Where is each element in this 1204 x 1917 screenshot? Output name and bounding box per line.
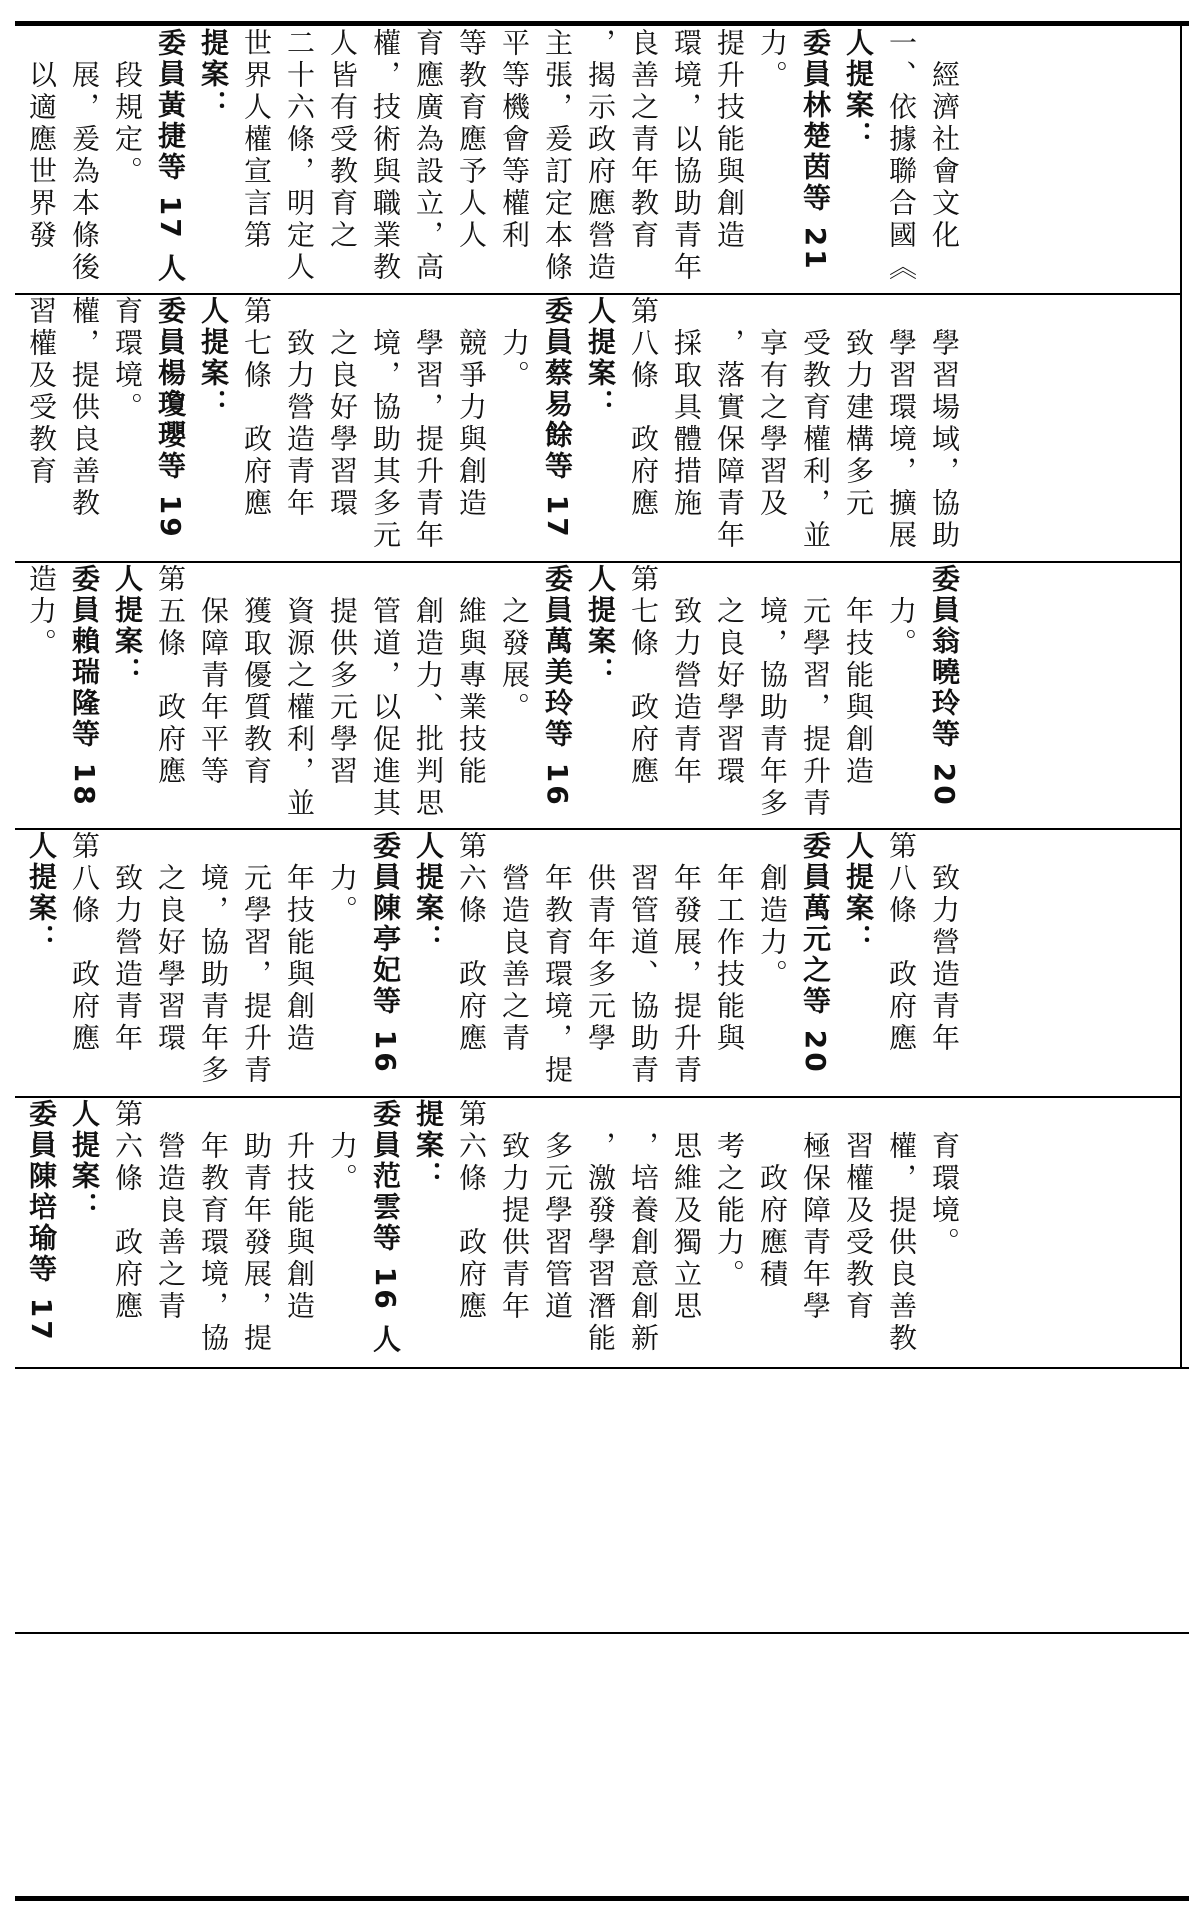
text-line: 管道，以促進其	[369, 564, 402, 820]
proposer-heading: 提案：	[412, 1099, 445, 1192]
proposer-heading: 委員黃捷等 17 人	[154, 28, 187, 285]
text-line: 採取具體措施	[670, 296, 703, 520]
text-line: 提升技能與創造	[713, 28, 746, 252]
text-line: 競爭力與創造	[455, 296, 488, 520]
text-line: 育環境。	[928, 1099, 961, 1259]
text-line: 等教育應予人人	[455, 28, 488, 252]
text-line: 境，協助其多元	[369, 296, 402, 552]
text-line: 思維及獨立思	[670, 1099, 703, 1323]
text-line: 第五條 政府應	[154, 564, 187, 788]
text-line: 經濟社會文化	[928, 28, 961, 252]
text-line: ，揭示政府應營造	[584, 28, 617, 284]
text-line: 第六條 政府應	[455, 831, 488, 1055]
text-line: 元學習，提升青	[240, 831, 273, 1087]
text-block-2	[20, 564, 1170, 826]
bottom-rule	[15, 1896, 1189, 1901]
text-line: 第八條 政府應	[885, 831, 918, 1055]
proposer-heading: 委員楊瓊瓔等 19	[154, 296, 187, 540]
text-line: 元學習，提升青	[799, 564, 832, 820]
text-line: 育應廣為設立，高	[412, 28, 445, 284]
text-line: 致力營造青年	[111, 831, 144, 1055]
row-divider-2	[15, 561, 1180, 563]
proposer-heading: 人提案：	[197, 296, 230, 420]
text-line: 權，技術與職業教	[369, 28, 402, 284]
text-line: 世界人權宣言第	[240, 28, 273, 252]
text-line: 之良好學習環	[713, 564, 746, 788]
text-line: 二十六條，明定人	[283, 28, 316, 284]
text-line: 資源之權利，並	[283, 564, 316, 820]
proposer-heading: 人提案：	[842, 831, 875, 955]
text-line: 力。	[756, 28, 789, 92]
text-line: 致力營造青年	[283, 296, 316, 520]
text-line: 致力營造青年	[670, 564, 703, 788]
text-line: 權，提供良善教	[885, 1099, 918, 1355]
text-line: 造力。	[25, 564, 58, 660]
text-line: 習權及受教育	[25, 296, 58, 488]
text-line: 第八條 政府應	[68, 831, 101, 1055]
text-line: 供青年多元學	[584, 831, 617, 1055]
text-line: 習管道、協助青	[627, 831, 660, 1087]
text-line: ，培養創意創新	[627, 1099, 660, 1355]
text-line: 環境，以協助青年	[670, 28, 703, 284]
text-line: 之發展。	[498, 564, 531, 724]
proposer-heading: 委員陳亭妃等 16	[369, 831, 402, 1075]
text-line: 力。	[326, 1099, 359, 1195]
text-line: 第六條 政府應	[455, 1099, 488, 1323]
proposer-heading: 人提案：	[111, 564, 144, 688]
text-line: 致力提供青年	[498, 1099, 531, 1323]
text-line: 極保障青年學	[799, 1099, 832, 1323]
text-line: 第六條 政府應	[111, 1099, 144, 1323]
text-line: 年發展，提升青	[670, 831, 703, 1087]
text-line: 一、依據聯合國《	[885, 28, 918, 284]
text-line: 享有之學習及	[756, 296, 789, 520]
text-line: 升技能與創造	[283, 1099, 316, 1323]
text-line: 創造力。	[756, 831, 789, 991]
text-line: 力。	[326, 831, 359, 927]
text-line: 致力營造青年	[928, 831, 961, 1055]
text-line: 營造良善之青	[154, 1099, 187, 1323]
text-line: 平等機會等權利	[498, 28, 531, 252]
text-line: 學習環境，擴展	[885, 296, 918, 552]
text-line: 力。	[885, 564, 918, 660]
text-line: 習權及受教育	[842, 1099, 875, 1323]
text-block-1	[20, 296, 1170, 559]
text-line: 段規定。	[111, 28, 144, 188]
proposer-heading: 人提案：	[25, 831, 58, 955]
proposer-heading: 委員賴瑞隆等 18	[68, 564, 101, 808]
text-line: 營造良善之青	[498, 831, 531, 1055]
proposer-heading: 委員范雲等 16 人	[369, 1099, 402, 1356]
top-rule	[15, 21, 1189, 26]
text-line: 多元學習管道	[541, 1099, 574, 1323]
proposer-heading: 人提案：	[68, 1099, 101, 1223]
text-line: 學習場域，協助	[928, 296, 961, 552]
col-divider-right	[1180, 26, 1182, 1367]
proposer-heading: 委員林楚茵等 21	[799, 28, 832, 272]
text-block-5	[20, 28, 1170, 291]
text-line: 良善之青年教育	[627, 28, 660, 252]
row-divider-1	[15, 293, 1180, 295]
text-line: 權，提供良善教	[68, 296, 101, 520]
text-line: 展，爰為本條後	[68, 28, 101, 284]
text-line: ，激發學習潛能	[584, 1099, 617, 1355]
text-line: 致力建構多元	[842, 296, 875, 520]
text-line: 年教育環境，提	[541, 831, 574, 1087]
text-line: 力。	[498, 296, 531, 392]
text-line: 境，協助青年多	[197, 831, 230, 1087]
text-line: 考之能力。	[713, 1099, 746, 1291]
text-line: 育環境。	[111, 296, 144, 424]
proposer-heading: 人提案：	[842, 28, 875, 152]
text-line: 年技能與創造	[842, 564, 875, 788]
text-line: 年技能與創造	[283, 831, 316, 1055]
text-line: 之良好學習環	[154, 831, 187, 1055]
text-line: 之良好學習環	[326, 296, 359, 520]
text-line: 主張，爰訂定本條	[541, 28, 574, 284]
text-line: ，落實保障青年	[713, 296, 746, 552]
text-line: 以適應世界發	[25, 28, 58, 252]
text-block-4	[20, 1099, 1170, 1365]
text-line: 人皆有受教育之	[326, 28, 359, 252]
text-line: 政府應積	[756, 1099, 789, 1291]
text-line: 年工作技能與	[713, 831, 746, 1055]
proposer-heading: 提案：	[197, 28, 230, 121]
text-line: 保障青年平等	[197, 564, 230, 788]
text-line: 提供多元學習	[326, 564, 359, 788]
text-line: 學習，提升青年	[412, 296, 445, 552]
row-divider-3	[15, 828, 1180, 830]
table-border-bottom	[15, 1367, 1189, 1369]
text-line: 創造力、批判思	[412, 564, 445, 820]
proposer-heading: 委員蔡易餘等 17	[541, 296, 574, 540]
text-line: 境，協助青年多	[756, 564, 789, 820]
text-line: 第七條 政府應	[240, 296, 273, 520]
text-line: 第八條 政府應	[627, 296, 660, 520]
proposer-heading: 委員陳培瑜等 17	[25, 1099, 58, 1343]
proposer-heading: 委員萬美玲等 16	[541, 564, 574, 808]
text-line: 助青年發展，提	[240, 1099, 273, 1355]
proposer-heading: 委員萬元之等 20	[799, 831, 832, 1075]
text-block-3	[20, 831, 1170, 1094]
text-line: 第七條 政府應	[627, 564, 660, 788]
text-line: 獲取優質教育	[240, 564, 273, 788]
text-line: 年教育環境，協	[197, 1099, 230, 1355]
proposer-heading: 人提案：	[584, 296, 617, 420]
proposer-heading: 人提案：	[584, 564, 617, 688]
row-divider-4	[15, 1096, 1180, 1098]
text-line: 維與專業技能	[455, 564, 488, 788]
text-line: 受教育權利，並	[799, 296, 832, 552]
proposer-heading: 委員翁曉玲等 20	[928, 564, 961, 808]
middle-rule	[15, 1632, 1189, 1634]
proposer-heading: 人提案：	[412, 831, 445, 955]
